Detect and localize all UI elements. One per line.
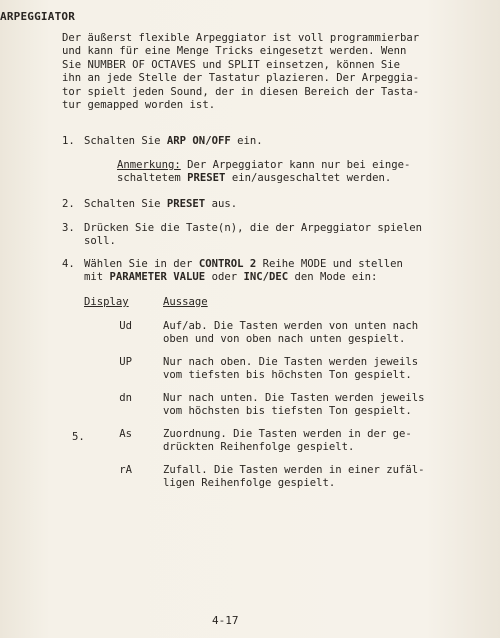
intro-line: und kann für eine Menge Tricks eingesetzt werden. Wenn (62, 45, 407, 58)
note-text: schaltetem (117, 172, 188, 185)
mode-description: oben und von oben nach unten gespielt. (163, 333, 406, 346)
step-text: soll. (84, 235, 116, 248)
mode-description: ligen Reihenfolge gespielt. (163, 477, 336, 490)
step-text-part: Schalten Sie (84, 135, 167, 147)
step-text (84, 135, 263, 148)
mode-description: vom höchsten bis tiefsten Ton gespielt. (163, 405, 412, 418)
mode-description: Auf/ab. Die Tasten werden von unten nach (163, 320, 419, 332)
key-label: PRESET (166, 198, 206, 210)
step-text-part: ein. (230, 135, 263, 147)
mode-description: Nur nach unten. Die Tasten werden jeweils (163, 392, 425, 404)
intro-line: tur gemapped worden ist. (62, 99, 216, 111)
intro-line: tor spielt jeden Sound, der in diesen Bereich der Tasta- (62, 85, 420, 98)
mode-code: As (119, 428, 132, 440)
step-text (84, 198, 237, 211)
key-label: ARP ON/OFF (166, 135, 231, 147)
step-number: 1. (62, 135, 75, 147)
key-label: PRESET (187, 172, 226, 185)
note-line (117, 172, 391, 185)
mode-description: Zuordnung. Die Tasten werden in der ge- (163, 428, 412, 440)
step-text-part: aus. (205, 198, 238, 210)
page-number: 4-17 (212, 614, 239, 627)
intro-line: ihn an jede Stelle der Tastatur plazieren. Der Arpeggia- (62, 72, 420, 85)
mode-description: Nur nach oben. Die Tasten werden jeweils (163, 356, 419, 368)
step-number: 3. (62, 222, 75, 234)
mode-code: Ud (119, 320, 132, 332)
step-text (84, 271, 377, 284)
table-header-meaning: Aussage (163, 296, 208, 308)
mode-description: drückten Reihenfolge gespielt. (163, 441, 355, 454)
step-text-part: Reihe MODE und stellen (256, 258, 403, 270)
mode-description: Zufall. Die Tasten werden in einer zufäl- (163, 464, 425, 476)
step-number: 2. (62, 198, 75, 210)
step-text-part: Schalten Sie (84, 198, 167, 210)
table-header-display: Display (84, 296, 129, 308)
intro-line: Sie NUMBER OF OCTAVES und SPLIT einsetzen, können Sie (62, 58, 401, 71)
note-label: Anmerkung: (117, 159, 181, 171)
step-text-part: mit (84, 271, 110, 284)
step-number: 5. (72, 431, 85, 443)
key-label: CONTROL 2 (198, 258, 257, 270)
step-number: 4. (62, 258, 75, 270)
note-text: Der Arpeggiator kann nur bei einge- (180, 159, 411, 171)
key-label: PARAMETER VALUE (109, 271, 206, 284)
mode-code: dn (119, 392, 132, 404)
step-text (84, 258, 403, 271)
key-label: INC/DEC (243, 271, 289, 284)
step-text-part: oder (205, 271, 244, 284)
section-heading: ARPEGGIATOR (0, 10, 76, 23)
step-text-part: den Mode ein: (288, 271, 378, 284)
step-text-part: Wählen Sie in der (84, 258, 199, 270)
step-text: Drücken Sie die Taste(n), die der Arpeggiator spielen (84, 222, 423, 234)
note-line (117, 159, 410, 172)
note-text: ein/ausgeschaltet werden. (225, 172, 392, 185)
mode-code: rA (119, 464, 132, 476)
intro-line: Der äußerst flexible Arpeggiator ist voll programmierbar (62, 32, 420, 44)
mode-description: vom tiefsten bis höchsten Ton gespielt. (163, 369, 412, 382)
mode-code: UP (119, 356, 132, 368)
